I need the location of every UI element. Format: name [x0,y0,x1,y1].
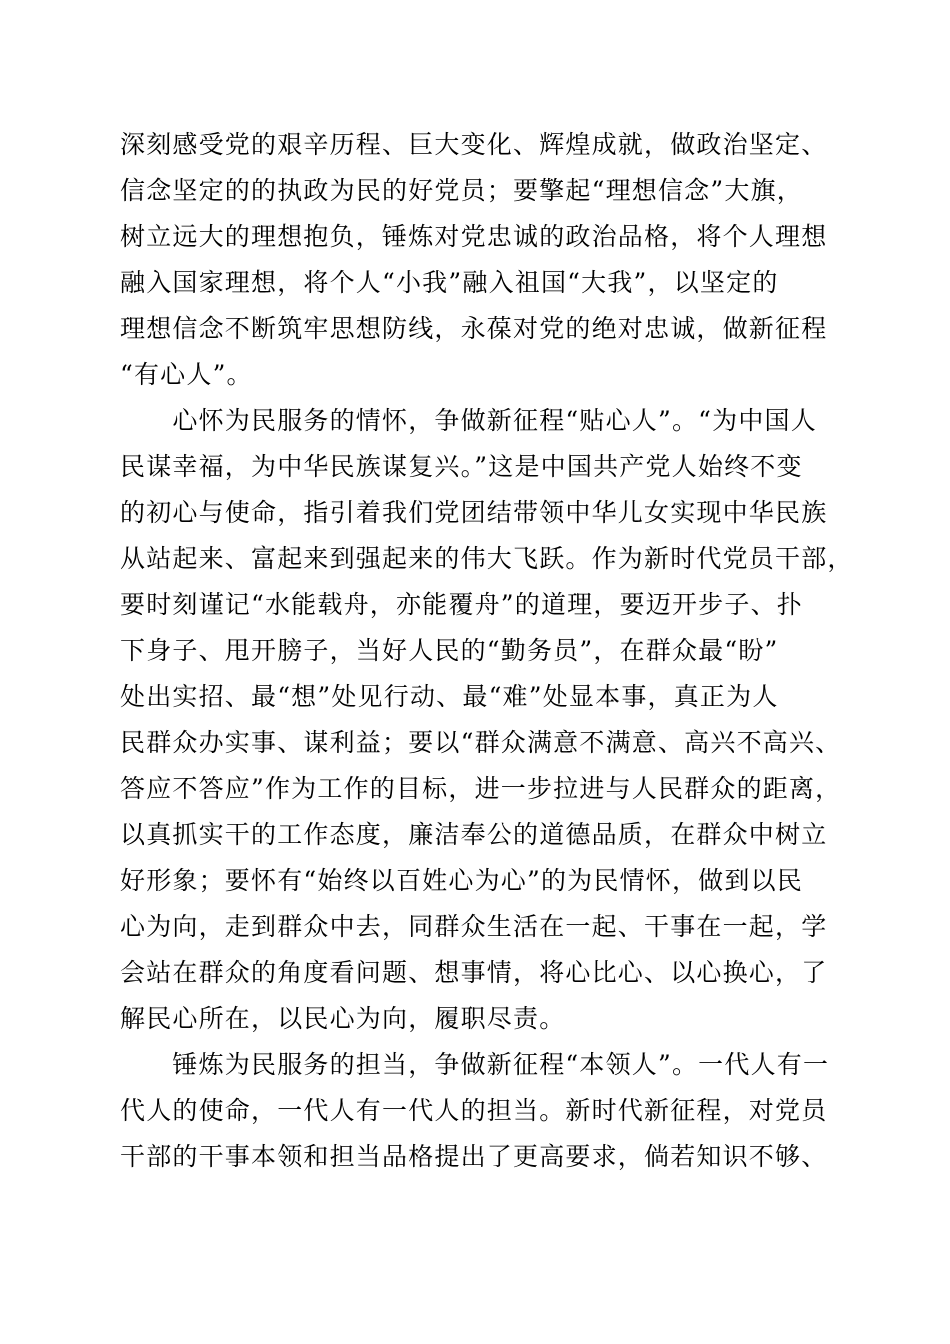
text-line: 融入国家理想，将个人“小我”融入祖国“大我”，以坚定的 [120,268,779,297]
text-line: 信念坚定的的执政为民的好党员；要擎起“理想信念”大旗， [120,176,803,205]
text-line: 心为向，走到群众中去，同群众生活在一起、干事在一起，学 [120,912,828,941]
text-line: 处出实招、最“想”处见行动、最“难”处显本事，真正为人 [120,682,779,711]
text-line: 从站起来、富起来到强起来的伟大飞跃。作为新时代党员干部， [120,544,854,573]
text-line: 解民心所在，以民心为向，履职尽责。 [120,1004,566,1033]
text-line: 民谋幸福，为中华民族谋复兴。”这是中国共产党人始终不变 [120,452,803,481]
body-text [120,122,854,1180]
text-line: 答应不答应”作为工作的目标，进一步拉进与人民群众的距离， [120,774,842,803]
text-line: 的初心与使命，指引着我们党团结带领中华儿女实现中华民族 [120,498,828,527]
text-line: 民群众办实事、谋利益；要以“群众满意不满意、高兴不高兴、 [120,728,842,757]
text-line: 会站在群众的角度看问题、想事情，将心比心、以心换心，了 [120,958,828,987]
text-line: 理想信念不断筑牢思想防线，永葆对党的绝对忠诚，做新征程 [120,314,828,343]
paragraph-start-line: 锤炼为民服务的担当，争做新征程“本领人”。一代人有一 [120,1050,830,1079]
text-line: 以真抓实干的工作态度，廉洁奉公的道德品质，在群众中树立 [120,820,828,849]
text-line: 树立远大的理想抱负，锤炼对党忠诚的政治品格，将个人理想 [120,222,828,251]
paragraph-start-line: 心怀为民服务的情怀，争做新征程“贴心人”。“为中国人 [120,406,817,435]
text-line: 下身子、甩开膀子，当好人民的“勤务员”，在群众最“盼” [120,636,779,665]
text-line: “有心人”。 [120,360,253,389]
text-line: 代人的使命，一代人有一代人的担当。新时代新征程，对党员 [120,1096,828,1125]
text-line: 干部的干事本领和担当品格提出了更高要求，倘若知识不够、 [120,1142,828,1171]
text-line: 深刻感受党的艰辛历程、巨大变化、辉煌成就，做政治坚定、 [120,130,828,159]
text-line: 要时刻谨记“水能载舟，亦能覆舟”的道理，要迈开步子、扑 [120,590,803,619]
text-line: 好形象；要怀有“始终以百姓心为心”的为民情怀，做到以民 [120,866,803,895]
